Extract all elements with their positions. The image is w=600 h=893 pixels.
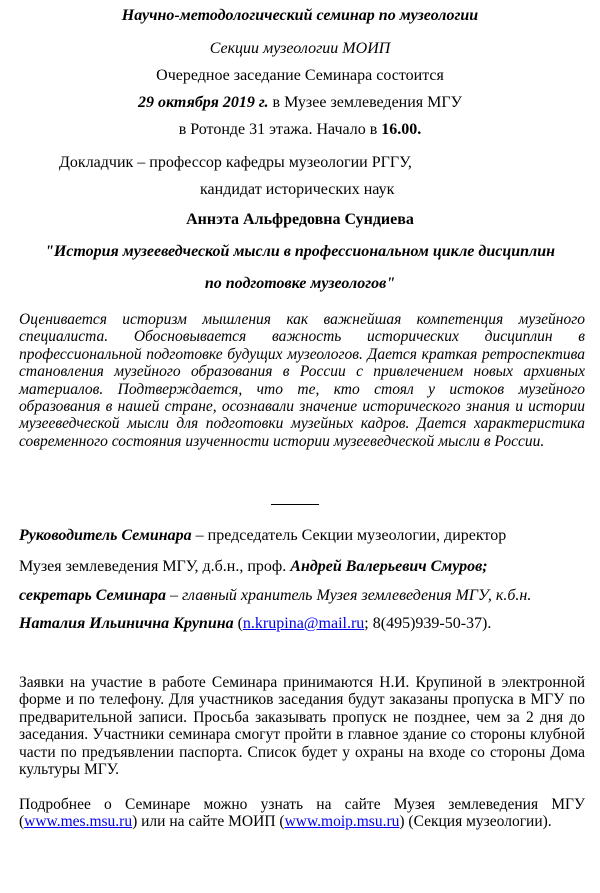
head-text: – председатель Секции музеологии, директор — [191, 527, 507, 544]
head-line-2 — [19, 557, 488, 577]
place-line — [0, 120, 600, 140]
divider — [271, 504, 319, 505]
speaker-degree: кандидат исторических наук — [200, 181, 395, 198]
abstract: Оценивается историзм мышления как важнейшая компетенция музейного специалиста. Обосновывается важность исторических дисциплин в профессиональной подготовке будущих музеологов. Дается краткая ретроспектива становления музейного образования в России с привлечением новых архивных материалов. Подтверждается, что те, кто стоял у истоков музейного образования в нашей стране, осознавали значение исторического знания и истории музееведческой мысли для подготовки музейных кадров. Дается характеристика современного состояния изученности истории музееведческой мысли в России. — [19, 311, 585, 450]
speaker-line: Докладчик – профессор кафедры музеологии РГГУ, — [59, 154, 412, 171]
more-info-suffix: ) (Секция музеологии). — [399, 813, 552, 831]
secretary-text: – главный хранитель Музея землеведения МГУ, к.б.н. — [165, 587, 532, 604]
seminar-title: Научно-методологический семинар по музеологии — [121, 7, 479, 24]
head-affiliation: Музея землеведения МГУ, д.б.н., проф. — [19, 558, 291, 575]
speaker-name: Аннэта Альфредовна Сундиева — [186, 211, 414, 228]
talk-title-line-1: "История музееведческой мысли в профессиональном цикле дисциплин — [44, 243, 556, 260]
place-text: в Ротонде 31 этажа. Начало в — [178, 121, 382, 138]
more-info — [19, 796, 585, 831]
talk-title-line-2: по подготовке музеологов" — [204, 275, 396, 292]
secretary-name: Наталия Ильинична Крупина — [19, 615, 234, 632]
open-paren: ( — [233, 615, 243, 632]
secretary-line — [19, 586, 531, 606]
info-paragraph: Заявки на участие в работе Семинара принимаются Н.И. Крупиной в электронной форме и по телефону. Для участников заседания будут заказаны пропуска в МГУ по предварительной записи. Просьба заказывать пропуск не позднее, чем за 2 дня до заседания. Участники семинара смогут пройти в главное здание со стороны клубной части по предъявлении паспорта. Список будет у охраны на входе со стороны Дома культуры МГУ. — [19, 674, 585, 779]
meeting-venue: в Музее землеведения МГУ — [268, 94, 462, 111]
more-info-middle: ) или на сайте МОИП ( — [132, 813, 285, 831]
start-time: 16.00. — [381, 121, 422, 138]
secretary-label: секретарь Семинара — [19, 587, 166, 604]
head-label: Руководитель Семинара — [19, 527, 192, 544]
date-line — [0, 93, 600, 113]
secretary-contact-line — [19, 614, 491, 634]
section-name: Секции музеологии МОИП — [209, 40, 391, 57]
announcement: Очередное заседание Семинара состоится — [156, 67, 444, 84]
head-line-1 — [19, 526, 506, 546]
phone: ; 8(495)939-50-37). — [364, 615, 492, 632]
more-info-prefix: Подробнее о Семинаре можно узнать на сайте Музея землеведения МГУ ( — [19, 796, 585, 831]
email-link[interactable]: n.krupina@mail.ru — [242, 615, 365, 632]
head-name: Андрей Валерьевич Смуров; — [290, 558, 488, 575]
mes-link[interactable]: www.mes.msu.ru — [24, 813, 133, 831]
moip-link[interactable]: www.moip.msu.ru — [284, 813, 400, 831]
meeting-date: 29 октября 2019 г. — [138, 94, 269, 111]
